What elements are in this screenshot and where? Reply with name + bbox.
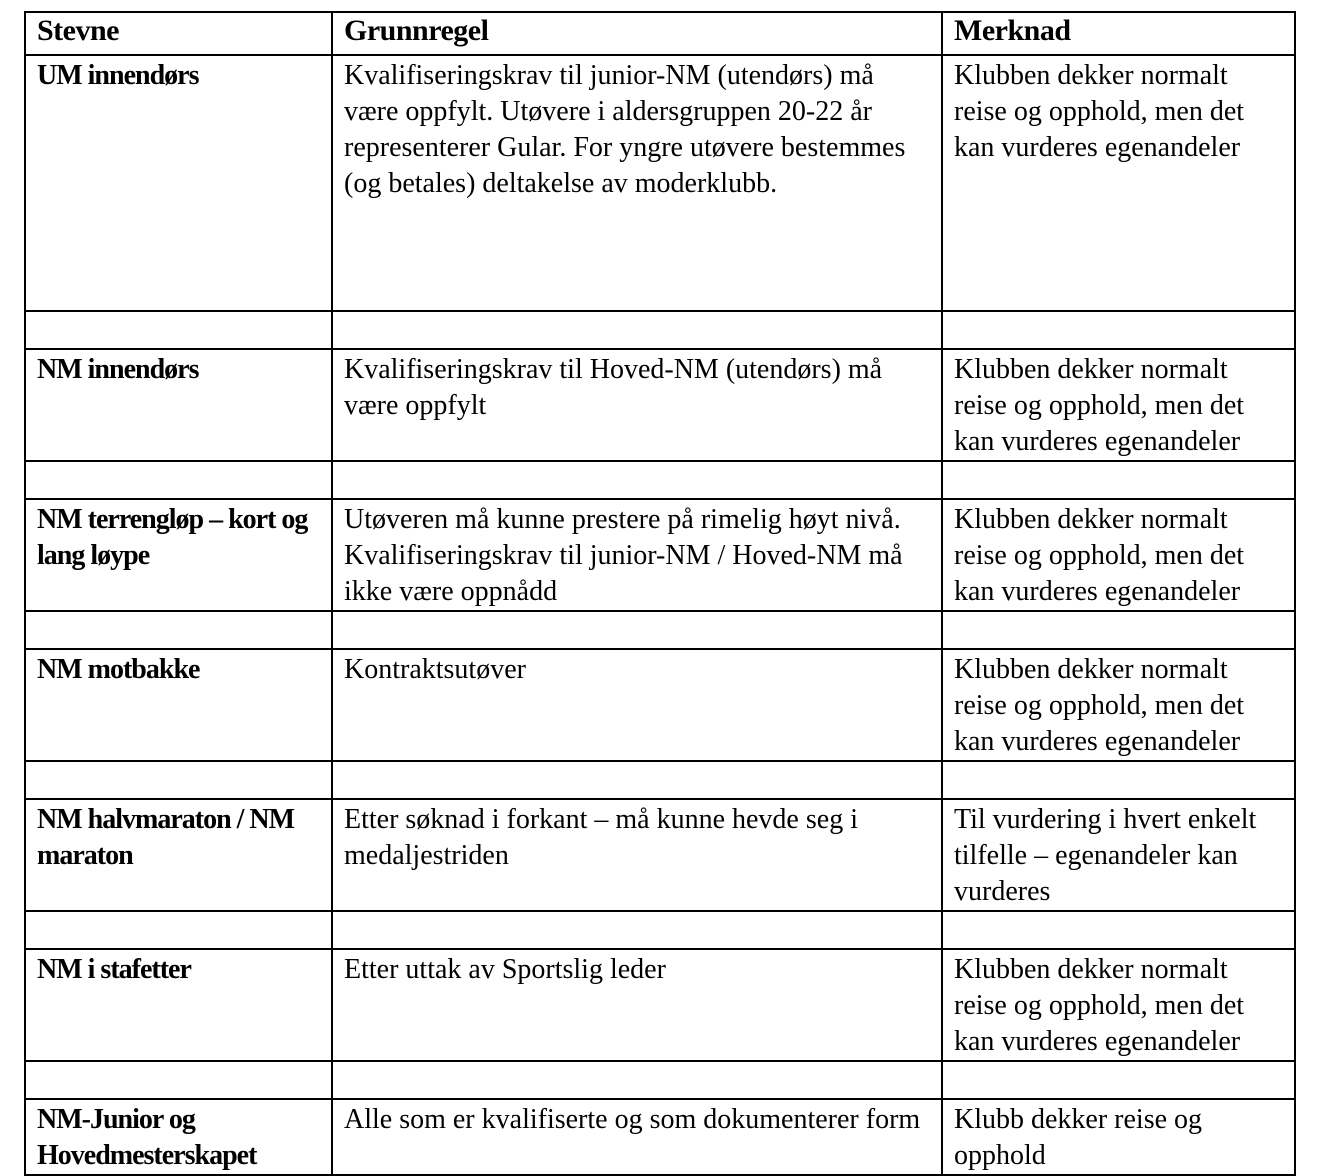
spacer-cell [942,1061,1295,1099]
column-header-merknad: Merknad [942,12,1295,55]
cell-grunnregel: Kvalifiseringskrav til Hoved-NM (utendørs) må være oppfylt [332,349,942,461]
spacer-cell [25,311,332,349]
cell-stevne: NM terrengløp – kort og lang løype [25,499,332,611]
spacer-cell [332,1061,942,1099]
cell-stevne: UM innendørs [25,55,332,311]
spacer-row [25,611,1295,649]
column-header-grunnregel: Grunnregel [332,12,942,55]
spacer-cell [332,761,942,799]
table-header-row [25,12,1295,55]
spacer-cell [942,461,1295,499]
cell-grunnregel: Alle som er kvalifiserte og som dokumenterer form [332,1099,942,1175]
cell-grunnregel: Kontraktsutøver [332,649,942,761]
cell-stevne: NM halvmaraton / NM maraton [25,799,332,911]
cell-merknad: Klubben dekker normalt reise og opphold, men det kan vurderes egenandeler [942,55,1295,311]
cell-merknad: Klubben dekker normalt reise og opphold, men det kan vurderes egenandeler [942,499,1295,611]
spacer-row [25,461,1295,499]
cell-grunnregel: Etter søknad i forkant – må kunne hevde seg i medaljestriden [332,799,942,911]
table-row [25,1099,1295,1175]
table-row [25,799,1295,911]
column-header-stevne: Stevne [25,12,332,55]
spacer-row [25,1061,1295,1099]
cell-merknad: Til vurdering i hvert enkelt tilfelle – egenandeler kan vurderes [942,799,1295,911]
cell-merknad: Klubben dekker normalt reise og opphold, men det kan vurderes egenandeler [942,949,1295,1061]
cell-grunnregel: Etter uttak av Sportslig leder [332,949,942,1061]
spacer-cell [25,761,332,799]
cell-grunnregel: Kvalifiseringskrav til junior-NM (utendørs) må være oppfylt. Utøvere i aldersgruppen 20-22 år representerer Gular. For yngre utøvere bestemmes (og betales) deltakelse av moderklubb. [332,55,942,311]
cell-merknad: Klubben dekker normalt reise og opphold, men det kan vurderes egenandeler [942,349,1295,461]
spacer-cell [332,461,942,499]
spacer-row [25,911,1295,949]
spacer-cell [942,911,1295,949]
spacer-row [25,761,1295,799]
spacer-cell [942,761,1295,799]
spacer-cell [942,311,1295,349]
spacer-cell [25,911,332,949]
cell-merknad: Klubb dekker reise og opphold [942,1099,1295,1175]
spacer-cell [25,1061,332,1099]
cell-stevne: NM motbakke [25,649,332,761]
spacer-cell [332,311,942,349]
table-row [25,55,1295,311]
cell-stevne: NM-Junior og Hovedmesterskapet [25,1099,332,1175]
spacer-cell [942,611,1295,649]
table-row [25,949,1295,1061]
spacer-cell [332,911,942,949]
cell-stevne: NM innendørs [25,349,332,461]
cell-grunnregel: Utøveren må kunne prestere på rimelig høyt nivå. Kvalifiseringskrav til junior-NM / Hoved-NM må ikke være oppnådd [332,499,942,611]
spacer-cell [25,611,332,649]
table-row [25,349,1295,461]
table-row [25,649,1295,761]
cell-stevne: NM i stafetter [25,949,332,1061]
spacer-row [25,311,1295,349]
table-row [25,499,1295,611]
spacer-cell [332,611,942,649]
cell-merknad: Klubben dekker normalt reise og opphold, men det kan vurderes egenandeler [942,649,1295,761]
spacer-cell [25,461,332,499]
rules-table [24,11,1296,1176]
